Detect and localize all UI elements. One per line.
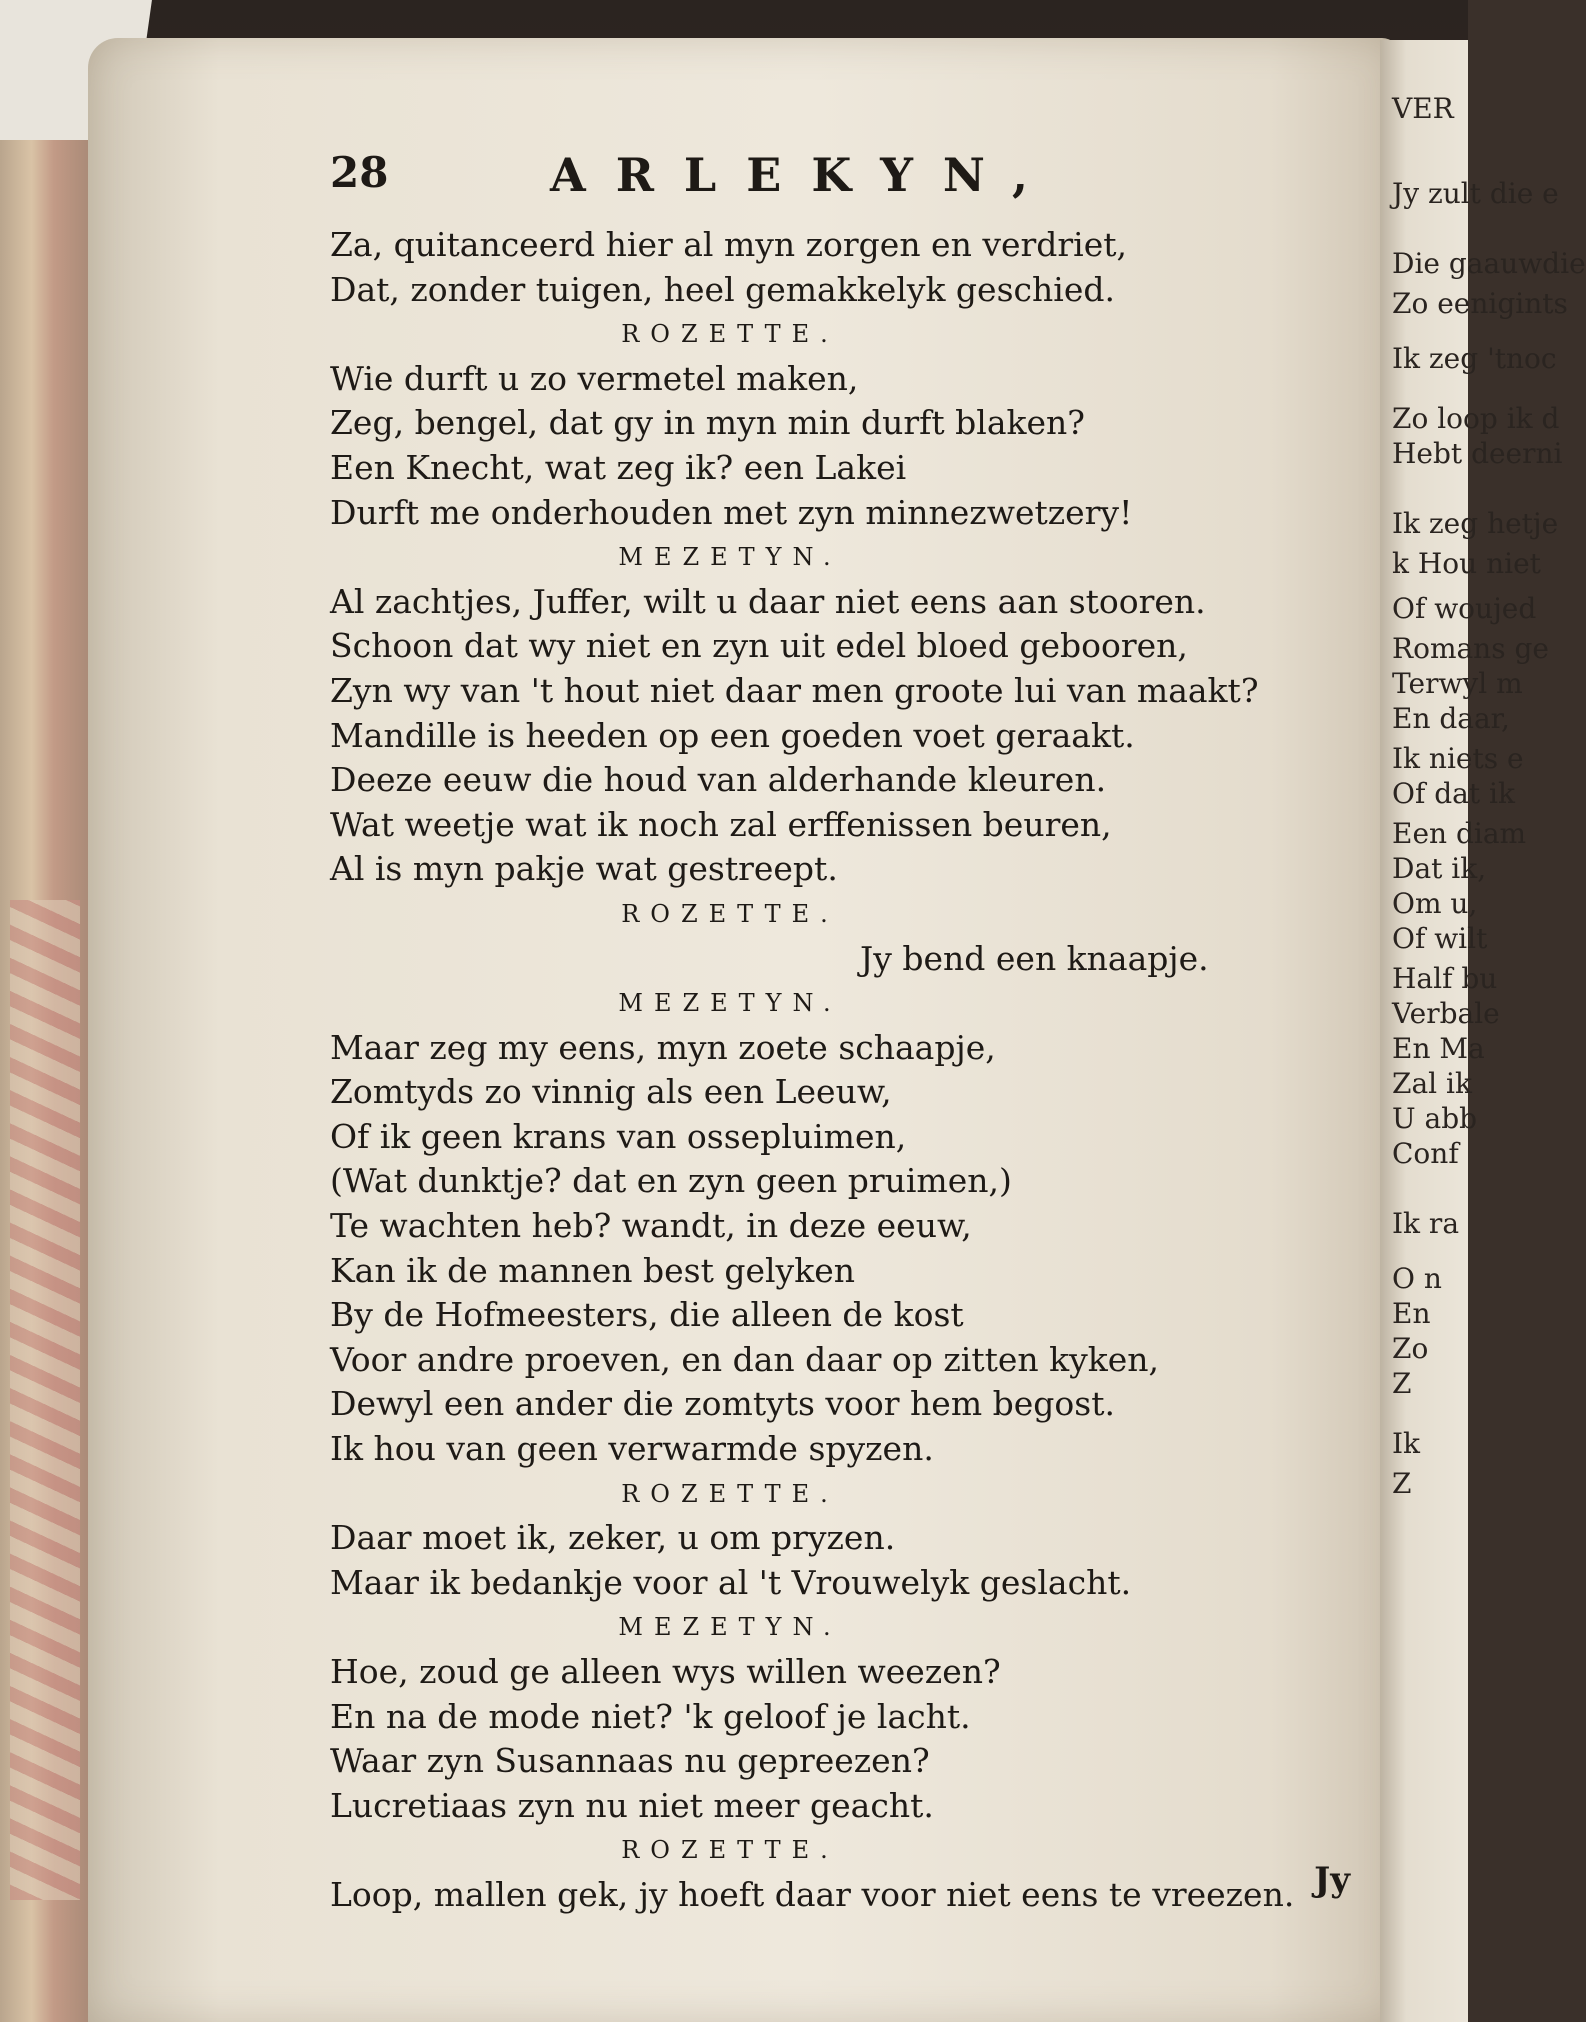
- verse-line: Een Knecht, wat zeg ik? een Lakei: [330, 447, 907, 487]
- marbled-endpaper: [10, 900, 80, 1900]
- verse-line: Za, quitanceerd hier al myn zorgen en verdriet,: [330, 225, 1128, 264]
- verse-line: Waar zyn Susannaas nu gepreezen?: [330, 1741, 930, 1781]
- facing-page-fragment: Zal ik: [1392, 1067, 1472, 1100]
- facing-page-fragment: Terwyl m: [1392, 667, 1523, 700]
- facing-page-fragment: Ik ra: [1392, 1207, 1460, 1240]
- verse-line: Mandille is heeden op een goeden voet geraakt.: [330, 715, 1135, 755]
- verse-line: By de Hofmeesters, die alleen de kost: [330, 1295, 964, 1335]
- facing-page-fragment: Half bu: [1392, 962, 1498, 995]
- verse-line: Deeze eeuw die houd van alderhande kleuren.: [330, 760, 1107, 800]
- speaker-name: ROZETTE.: [621, 899, 839, 928]
- verse-line: Dat, zonder tuigen, heel gemakkelyk geschied.: [330, 269, 1115, 309]
- speaker-name: MEZETYN.: [618, 1613, 842, 1642]
- facing-page-fragment: En: [1392, 1297, 1431, 1330]
- page-header: [330, 148, 1370, 218]
- facing-page-fragment: Hebt deerni: [1392, 437, 1563, 470]
- facing-page-fragment: Dat ik,: [1392, 852, 1487, 885]
- verse-line: Zyn wy van 't hout niet daar men groote lui van maakt?: [330, 670, 1259, 710]
- speaker-name: ROZETTE.: [621, 1479, 839, 1508]
- facing-page-fragment: Om u,: [1392, 887, 1478, 920]
- verse-line: Al is myn pakje wat gestreept.: [330, 849, 838, 889]
- facing-page-fragment: Of dat ik: [1392, 777, 1515, 810]
- verse-line: Dewyl een ander die zomtyts voor hem begost.: [330, 1384, 1115, 1424]
- verse-line: Voor andre proeven, en dan daar op zitten kyken,: [330, 1339, 1160, 1379]
- speaker-name: ROZETTE.: [621, 320, 839, 349]
- verse-line: Kan ik de mannen best gelyken: [330, 1250, 855, 1290]
- facing-page-edge: [1380, 40, 1586, 2022]
- page-number: 28: [330, 148, 389, 197]
- verse-line: Durft me onderhouden met zyn minnezwetzery!: [330, 492, 1133, 532]
- book-spine: [0, 140, 90, 2022]
- facing-page-fragment: Romans ge: [1392, 632, 1549, 665]
- verse-line: Ik hou van geen verwarmde spyzen.: [330, 1429, 934, 1469]
- facing-page-fragment: Ik zeg 'tnoc: [1392, 342, 1557, 375]
- verse-line: Te wachten heb? wandt, in deze eeuw,: [330, 1206, 972, 1246]
- facing-page-fragment: k Hou niet: [1392, 547, 1541, 580]
- verse-line: Daar moet ik, zeker, u om pryzen.: [330, 1518, 896, 1558]
- facing-page-fragment: Ik: [1392, 1427, 1421, 1460]
- facing-page-fragment: Zo: [1392, 1332, 1429, 1365]
- speaker-name: MEZETYN.: [618, 543, 842, 572]
- verse-line: (Wat dunktje? dat en zyn geen pruimen,): [330, 1161, 1012, 1201]
- facing-page-fragment: Z: [1392, 1367, 1412, 1400]
- facing-page-fragment: En Ma: [1392, 1032, 1485, 1065]
- facing-page-fragment: Of wilt: [1392, 922, 1488, 955]
- verse-line: Loop, mallen gek, jy hoeft daar voor niet eens te vreezen.: [330, 1874, 1295, 1914]
- facing-page-fragment: Z: [1392, 1467, 1412, 1500]
- verse-line: Maar ik bedankje voor al 't Vrouwelyk geslacht.: [330, 1562, 1132, 1602]
- facing-page-fragment: Conf: [1392, 1137, 1459, 1170]
- verse-line: Hoe, zoud ge alleen wys willen weezen?: [330, 1652, 1001, 1691]
- verse-line: Wat weetje wat ik noch zal erffenissen beuren,: [330, 804, 1112, 844]
- facing-page-fragment: Die gaauwdie: [1392, 247, 1586, 280]
- facing-page-fragment: O n: [1392, 1262, 1442, 1295]
- verse-line: Al zachtjes, Juffer, wilt u daar niet eens aan stooren.: [330, 581, 1206, 621]
- verse-line: Of ik geen krans van ossepluimen,: [330, 1116, 907, 1156]
- verse-block: [330, 223, 1370, 1918]
- verse-line: Maar zeg my eens, myn zoete schaapje,: [330, 1027, 996, 1067]
- facing-page-fragment: Verbale: [1392, 997, 1500, 1030]
- facing-page-fragment: Of woujed: [1392, 592, 1537, 625]
- verse-line: En na de mode niet? 'k geloof je lacht.: [330, 1696, 971, 1736]
- speaker-name: ROZETTE.: [621, 1836, 839, 1865]
- facing-page-fragment: Jy zult die e: [1392, 177, 1559, 210]
- facing-page-fragment: Een diam: [1392, 817, 1527, 850]
- facing-page-fragment: Ik niets e: [1392, 742, 1524, 775]
- facing-page-fragment: U abb: [1392, 1102, 1478, 1135]
- facing-page-fragment: Zo eenigints: [1392, 287, 1568, 320]
- facing-page-fragment: En daar,: [1392, 702, 1510, 735]
- facing-page-fragment: VER: [1392, 92, 1454, 125]
- facing-page-fragment: Ik zeg hetje: [1392, 507, 1559, 540]
- verse-line: Schoon dat wy niet en zyn uit edel bloed gebooren,: [330, 626, 1188, 666]
- verse-line: Zeg, bengel, dat gy in myn min durft blaken?: [330, 403, 1085, 443]
- catchword: Jy: [1314, 1860, 1350, 1900]
- facing-page-fragment: Zo loop ik d: [1392, 402, 1560, 435]
- speaker-name: MEZETYN.: [618, 989, 842, 1018]
- verse-line: Jy bend een knaapje.: [860, 938, 1209, 978]
- verse-line: Lucretiaas zyn nu niet meer geacht.: [330, 1785, 934, 1825]
- verse-line: Wie durft u zo vermetel maken,: [330, 358, 859, 398]
- running-title: ARLEKYN,: [550, 148, 1059, 202]
- verse-line: Zomtyds zo vinnig als een Leeuw,: [330, 1072, 892, 1112]
